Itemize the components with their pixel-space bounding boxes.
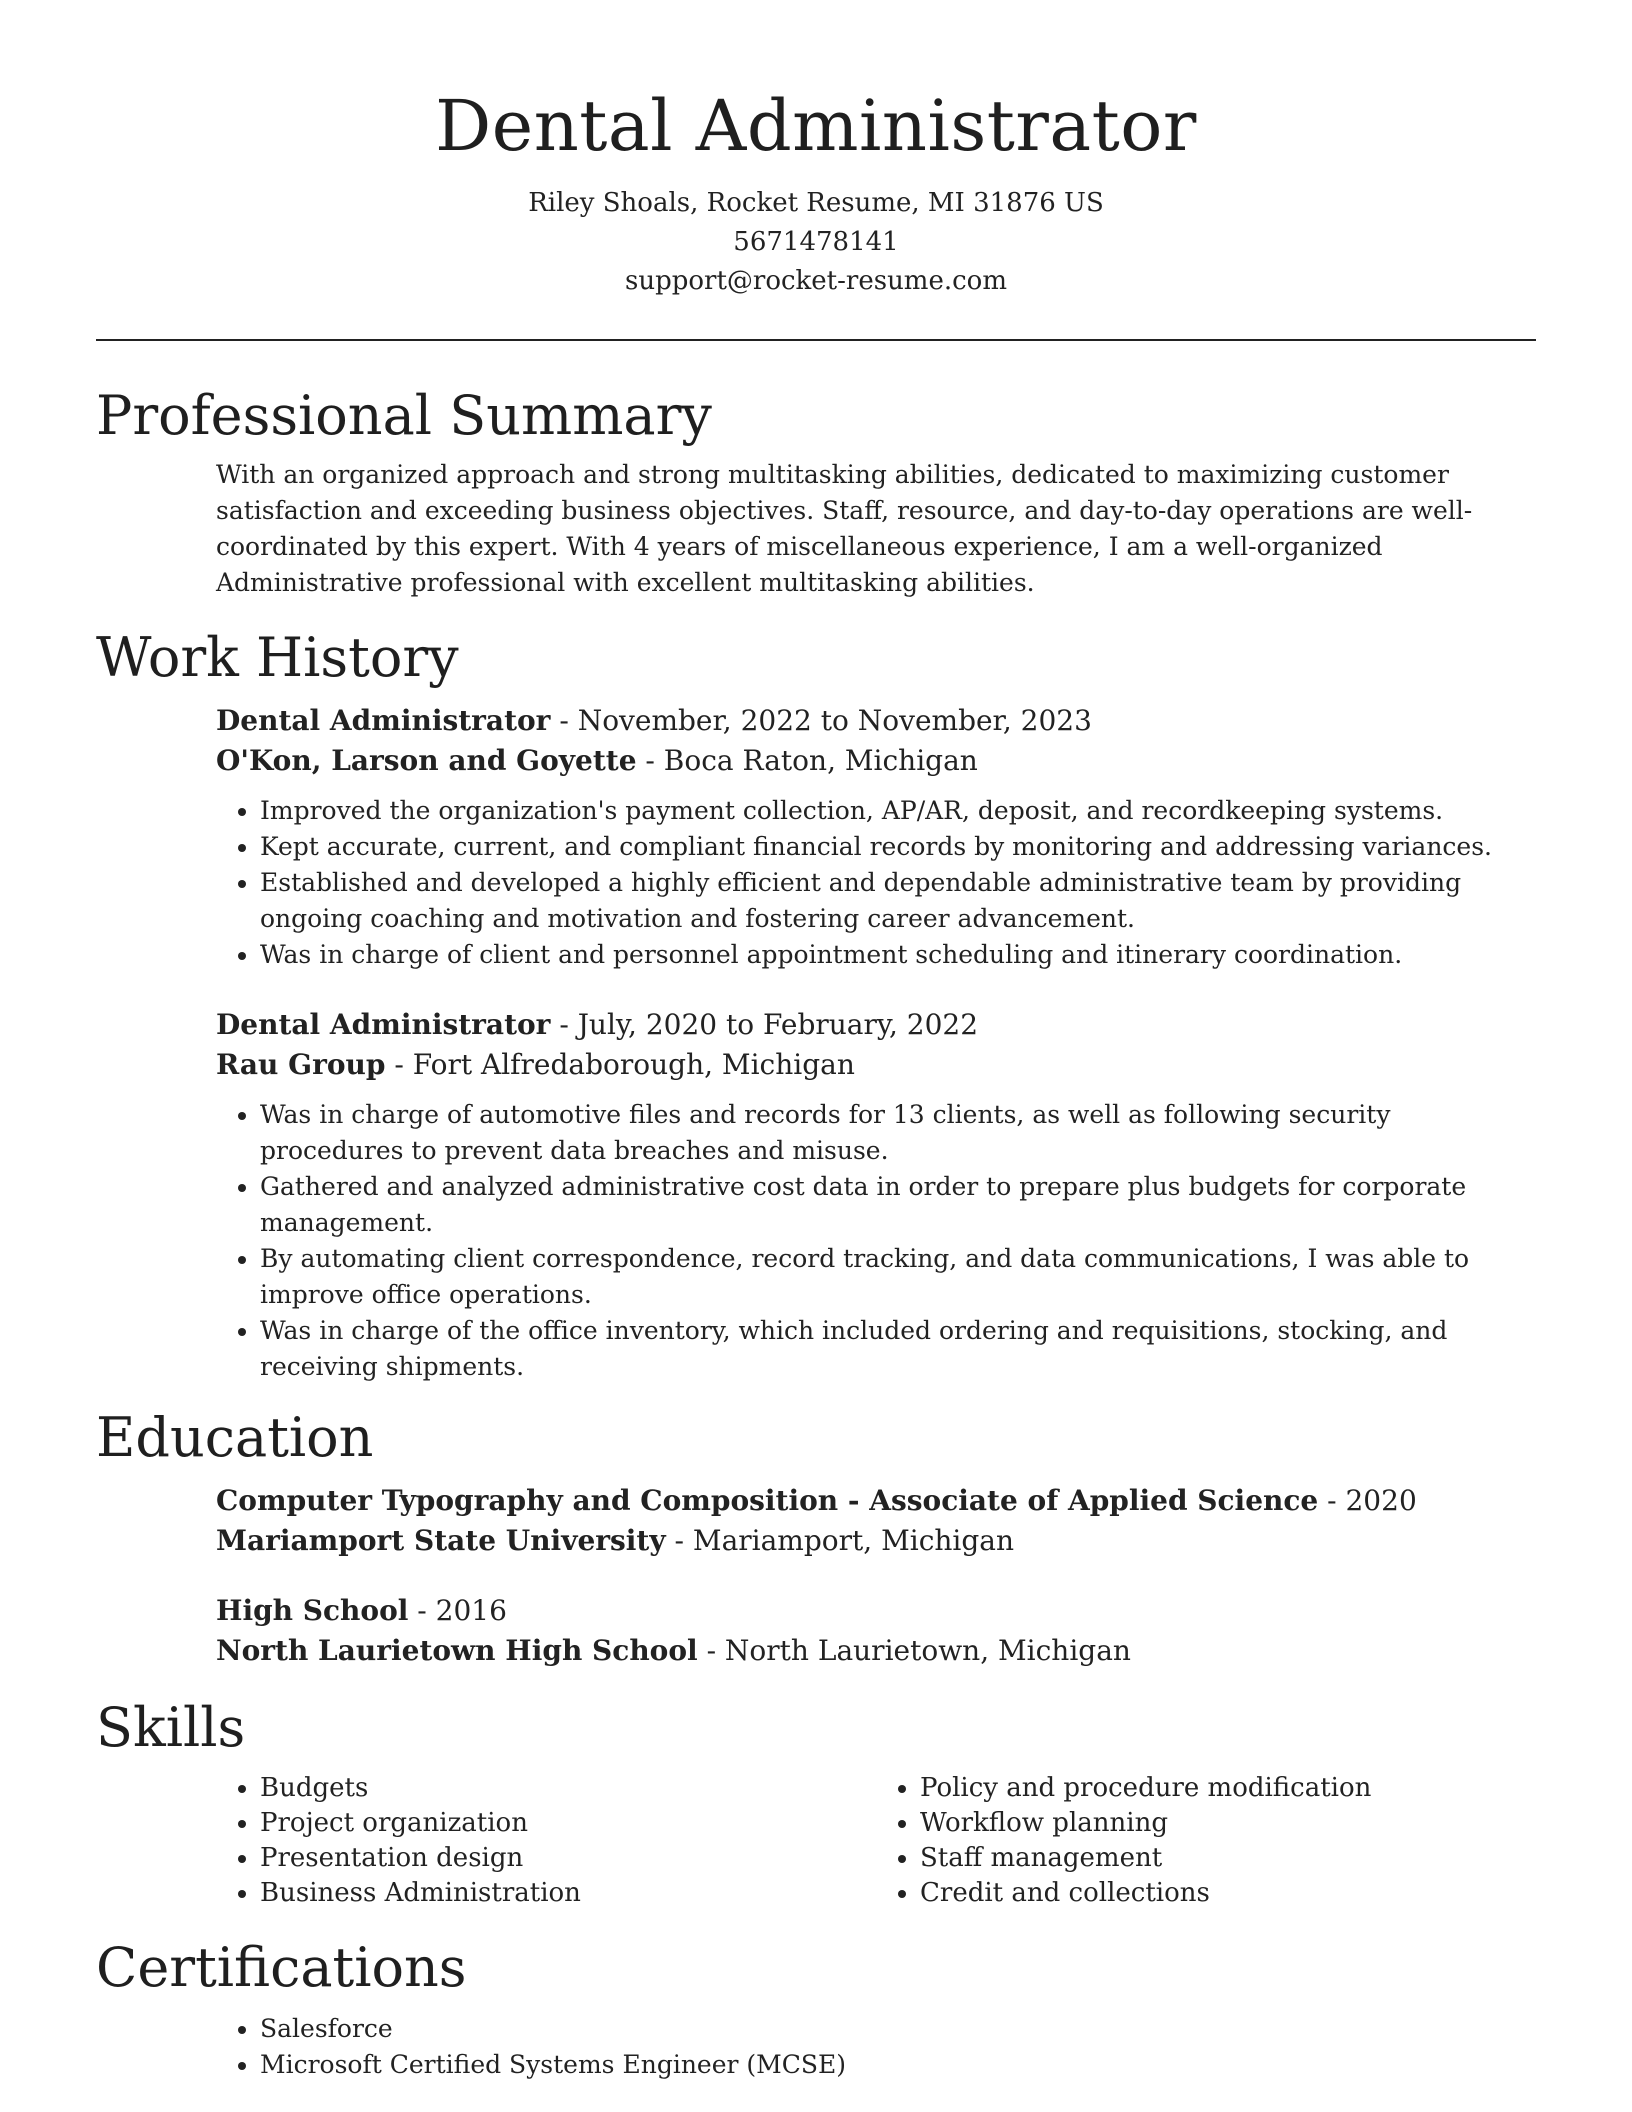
resume-header	[96, 0, 1536, 301]
job-bullet: • Was in charge of the office inventory, which included ordering and requisitions, stocking, and receiving shipments.	[260, 1313, 1536, 1385]
job-company-line	[216, 741, 1536, 781]
certification-item: • Microsoft Certified Systems Engineer (MCSE)	[260, 2047, 1536, 2083]
job-entry	[216, 701, 1536, 973]
resume-page	[96, 0, 1536, 2083]
job-bullets	[216, 1097, 1536, 1385]
education-location: - North Laurietown, Michigan	[697, 1634, 1131, 1667]
job-location: - Boca Raton, Michigan	[636, 744, 978, 777]
skill-item: • Workflow planning	[920, 1806, 1536, 1841]
contact-email: support@rocket-resume.com	[624, 266, 1007, 296]
contact-block	[96, 184, 1536, 301]
skills-column-left	[216, 1771, 876, 1911]
education-location: - Mariamport, Michigan	[665, 1524, 1015, 1557]
education-school: North Laurietown High School	[216, 1634, 698, 1667]
education-degree-line	[216, 1591, 1536, 1631]
contact-address: Riley Shoals, Rocket Resume, MI 31876 US	[528, 188, 1104, 218]
skill-item: • Presentation design	[260, 1841, 876, 1876]
header-divider	[96, 339, 1536, 341]
education-year: - 2016	[408, 1594, 507, 1627]
job-dates: - November, 2022 to November, 2023	[550, 704, 1092, 737]
job-entry	[216, 1005, 1536, 1385]
skills-column-right	[876, 1771, 1536, 1911]
job-bullets	[216, 793, 1536, 973]
summary-block	[216, 457, 1536, 601]
contact-phone: 5671478141	[733, 227, 899, 257]
skill-item: • Business Administration	[260, 1876, 876, 1911]
education-school-line	[216, 1631, 1536, 1671]
job-bullet: • Improved the organization's payment collection, AP/AR, deposit, and recordkeeping systems.	[260, 793, 1536, 829]
section-title-certifications: Certifications	[96, 1936, 467, 1999]
education-degree-line	[216, 1481, 1536, 1521]
job-bullet: • Established and developed a highly efficient and dependable administrative team by providing ongoing coaching and motivation and fostering career advancement.	[260, 865, 1536, 937]
skill-item: • Staff management	[920, 1841, 1536, 1876]
job-location: - Fort Alfredaborough, Michigan	[385, 1048, 855, 1081]
certifications-block	[216, 2011, 1536, 2083]
job-title-line	[216, 1005, 1536, 1045]
job-bullet: • Gathered and analyzed administrative cost data in order to prepare plus budgets for corporate management.	[260, 1169, 1536, 1241]
skill-item: • Credit and collections	[920, 1876, 1536, 1911]
job-bullet: • Kept accurate, current, and compliant financial records by monitoring and addressing variances.	[260, 829, 1536, 865]
section-title-education: Education	[96, 1406, 374, 1469]
job-title-line	[216, 701, 1536, 741]
job-role: Dental Administrator	[216, 704, 551, 737]
section-title-summary: Professional Summary	[96, 384, 712, 447]
section-title-skills: Skills	[96, 1696, 246, 1759]
certification-item: • Salesforce	[260, 2011, 1536, 2047]
job-bullet: • Was in charge of automotive files and records for 13 clients, as well as following security procedures to prevent data breaches and misuse.	[260, 1097, 1536, 1169]
job-dates: - July, 2020 to February, 2022	[550, 1008, 979, 1041]
job-role: Dental Administrator	[216, 1008, 551, 1041]
education-degree: Computer Typography and Composition - Associate of Applied Science	[216, 1484, 1319, 1517]
education-entry	[216, 1481, 1536, 1561]
skill-item: • Policy and procedure modification	[920, 1771, 1536, 1806]
skill-item: • Budgets	[260, 1771, 876, 1806]
education-entry	[216, 1591, 1536, 1671]
certifications-list	[216, 2011, 1536, 2083]
job-company-line	[216, 1045, 1536, 1085]
section-title-work: Work History	[96, 626, 459, 689]
resume-name: Dental Administrator	[435, 85, 1197, 167]
job-bullet: • By automating client correspondence, record tracking, and data communications, I was able to improve office operations.	[260, 1241, 1536, 1313]
skill-item: • Project organization	[260, 1806, 876, 1841]
education-school-line	[216, 1521, 1536, 1561]
job-company: O'Kon, Larson and Goyette	[216, 744, 637, 777]
job-bullet: • Was in charge of client and personnel appointment scheduling and itinerary coordination.	[260, 937, 1536, 973]
job-company: Rau Group	[216, 1048, 386, 1081]
summary-text: With an organized approach and strong multitasking abilities, dedicated to maximizing customer satisfaction and exceeding business objectives. Staff, resource, and day-to-day operations are well-coordinated by this expert. With 4 years of miscellaneous experience, I am a well-organized Administrative professional with excellent multitasking abilities.	[216, 460, 1473, 597]
education-school: Mariamport State University	[216, 1524, 666, 1557]
education-degree: High School	[216, 1594, 409, 1627]
education-year: - 2020	[1318, 1484, 1417, 1517]
skills-grid	[216, 1771, 1536, 1911]
